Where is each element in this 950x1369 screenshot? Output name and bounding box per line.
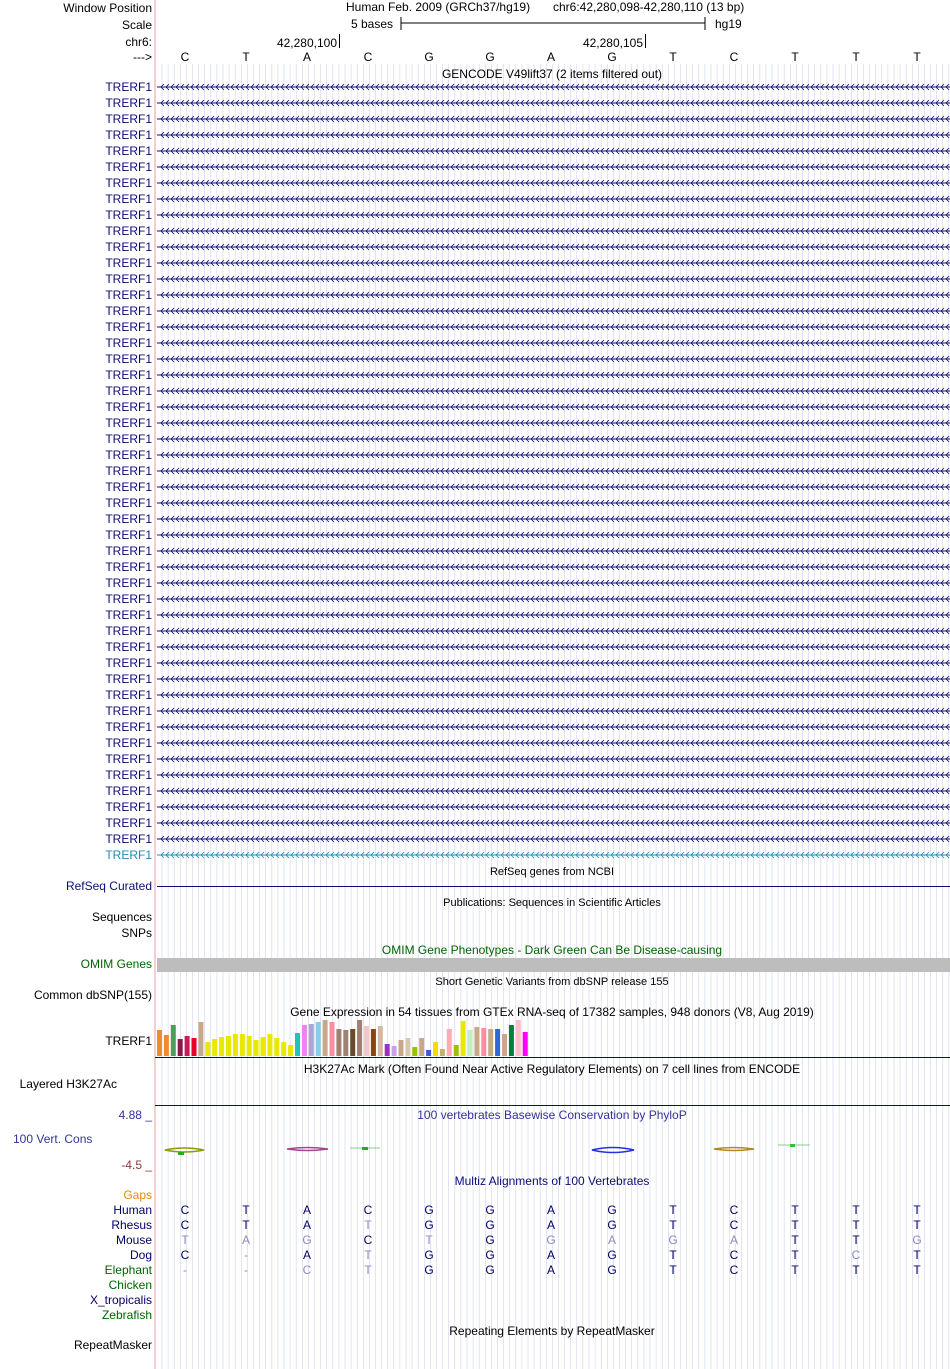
gencode-transcript-row[interactable] xyxy=(105,336,950,350)
multiz-base: G xyxy=(485,1218,495,1232)
multiz-base: G xyxy=(912,1233,922,1247)
gtex-tissue-bar[interactable] xyxy=(357,1020,362,1056)
gencode-gene-label[interactable]: TRERF1 xyxy=(105,256,152,270)
reference-base: T xyxy=(242,50,250,64)
gencode-gene-label[interactable]: TRERF1 xyxy=(105,592,152,606)
gtex-tissue-bar[interactable] xyxy=(502,1034,507,1056)
gtex-tissue-bar[interactable] xyxy=(399,1040,404,1056)
multiz-base: G xyxy=(424,1218,434,1232)
gtex-tissue-bar[interactable] xyxy=(226,1036,231,1056)
gencode-gene-label[interactable]: TRERF1 xyxy=(105,320,152,334)
gtex-tissue-bar[interactable] xyxy=(267,1034,272,1056)
multiz-base: C xyxy=(729,1248,739,1262)
gencode-gene-label[interactable]: TRERF1 xyxy=(105,560,152,574)
multiz-species-row[interactable] xyxy=(90,1293,152,1307)
multiz-species-label[interactable]: Zebrafish xyxy=(101,1308,152,1322)
gtex-tissue-bar[interactable] xyxy=(343,1030,348,1056)
multiz-species-label[interactable]: Elephant xyxy=(104,1263,152,1277)
gtex-tissue-bar[interactable] xyxy=(495,1029,500,1056)
gencode-gene-label[interactable]: TRERF1 xyxy=(105,688,152,702)
reference-base: A xyxy=(546,50,556,64)
reference-base: G xyxy=(424,50,434,64)
gencode-gene-label[interactable]: TRERF1 xyxy=(105,288,152,302)
gencode-transcript-row[interactable] xyxy=(105,768,950,782)
multiz-base: G xyxy=(485,1248,495,1262)
repeatmasker-track-title: Repeating Elements by RepeatMasker xyxy=(449,1324,655,1338)
gtex-tissue-bar[interactable] xyxy=(350,1029,355,1056)
gencode-gene-label[interactable]: TRERF1 xyxy=(105,192,152,206)
gtex-tissue-bar[interactable] xyxy=(302,1025,307,1056)
multiz-base: - xyxy=(244,1263,248,1277)
publications-label-sequences[interactable]: Sequences xyxy=(91,910,152,924)
ruler-tick-label-1: 42,280,100 xyxy=(276,36,337,50)
multiz-base: G xyxy=(546,1233,556,1247)
multiz-base: C xyxy=(302,1263,312,1277)
multiz-base: A xyxy=(546,1263,556,1277)
gencode-transcript-row[interactable] xyxy=(105,288,950,302)
gencode-transcript-row[interactable] xyxy=(105,208,950,222)
gencode-transcript-row[interactable] xyxy=(105,304,950,318)
db-text: hg19 xyxy=(715,17,742,31)
multiz-base: G xyxy=(485,1263,495,1277)
gencode-gene-label[interactable]: TRERF1 xyxy=(105,480,152,494)
multiz-base: G xyxy=(607,1263,617,1277)
multiz-base: T xyxy=(791,1203,799,1217)
gencode-gene-label[interactable]: TRERF1 xyxy=(105,336,152,350)
multiz-species-label[interactable]: X_tropicalis xyxy=(89,1293,152,1307)
omim-label[interactable]: OMIM Genes xyxy=(80,957,152,971)
gencode-transcript-row[interactable] xyxy=(105,720,950,734)
multiz-base: T xyxy=(852,1218,860,1232)
multiz-base: T xyxy=(425,1233,433,1247)
gtex-expression-bars[interactable] xyxy=(157,1020,528,1056)
position-text: chr6:42,280,098-42,280,110 (13 bp) xyxy=(553,0,745,14)
gtex-tissue-bar[interactable] xyxy=(419,1038,424,1056)
gtex-tissue-bar[interactable] xyxy=(309,1024,314,1056)
gencode-gene-label[interactable]: TRERF1 xyxy=(105,784,152,798)
reference-base: G xyxy=(485,50,495,64)
gencode-gene-label[interactable]: TRERF1 xyxy=(105,576,152,590)
gtex-tissue-bar[interactable] xyxy=(412,1047,417,1056)
gtex-tissue-bar[interactable] xyxy=(364,1026,369,1056)
multiz-species-label[interactable]: Chicken xyxy=(108,1278,152,1292)
gtex-tissue-bar[interactable] xyxy=(516,1020,521,1056)
multiz-species-row[interactable] xyxy=(113,1203,921,1217)
gencode-transcript-row[interactable] xyxy=(105,144,950,158)
gtex-tissue-bar[interactable] xyxy=(288,1045,293,1056)
gencode-transcript-row[interactable] xyxy=(105,112,950,126)
gtex-tissue-bar[interactable] xyxy=(488,1029,493,1056)
gtex-tissue-bar[interactable] xyxy=(405,1038,410,1056)
gtex-tissue-bar[interactable] xyxy=(336,1029,341,1056)
refseq-track-title: RefSeq genes from NCBI xyxy=(489,866,615,878)
gencode-gene-label[interactable]: TRERF1 xyxy=(105,448,152,462)
multiz-base: T xyxy=(242,1218,250,1232)
reference-base: T xyxy=(791,50,799,64)
gtex-tissue-bar[interactable] xyxy=(330,1022,335,1056)
multiz-base: T xyxy=(669,1263,677,1277)
gtex-tissue-bar[interactable] xyxy=(378,1026,383,1056)
gencode-gene-label[interactable]: TRERF1 xyxy=(105,752,152,766)
gencode-gene-label[interactable]: TRERF1 xyxy=(105,80,152,94)
gencode-transcript-row[interactable] xyxy=(105,256,950,270)
cons-glyph-a xyxy=(287,1148,328,1151)
multiz-base: T xyxy=(791,1248,799,1262)
gtex-tissue-bar[interactable] xyxy=(461,1021,466,1056)
multiz-base: A xyxy=(729,1233,739,1247)
multiz-base: A xyxy=(302,1218,312,1232)
gencode-transcript-row[interactable] xyxy=(105,672,950,686)
multiz-base: T xyxy=(852,1203,860,1217)
multiz-base: - xyxy=(244,1248,248,1262)
gtex-tissue-bar[interactable] xyxy=(198,1022,203,1056)
multiz-base: T xyxy=(364,1248,372,1262)
multiz-base: T xyxy=(181,1233,189,1247)
gencode-transcript-row[interactable] xyxy=(105,400,950,414)
gtex-track-title: Gene Expression in 54 tissues from GTEx RNA-seq of 17382 samples, 948 donors (V8, Aug 2019) xyxy=(290,1005,814,1019)
multiz-base: G xyxy=(424,1263,434,1277)
gtex-tissue-bar[interactable] xyxy=(316,1022,321,1056)
gencode-transcript-row[interactable] xyxy=(105,80,950,94)
gencode-transcript-row[interactable] xyxy=(105,560,950,574)
gencode-transcript-row[interactable] xyxy=(105,368,950,382)
gencode-transcript-row[interactable] xyxy=(105,640,950,654)
gtex-tissue-bar[interactable] xyxy=(523,1032,528,1056)
multiz-base: C xyxy=(729,1263,739,1277)
multiz-base: T xyxy=(791,1263,799,1277)
gencode-transcript-row[interactable] xyxy=(105,416,950,430)
gtex-tissue-bar[interactable] xyxy=(468,1030,473,1056)
reference-base: C xyxy=(363,50,373,64)
gencode-gene-label[interactable]: TRERF1 xyxy=(105,128,152,142)
gencode-transcript-row[interactable] xyxy=(105,576,950,590)
multiz-base: T xyxy=(669,1218,677,1232)
multiz-base: G xyxy=(607,1248,617,1262)
scale-label: Scale xyxy=(121,18,152,32)
multiz-species-label[interactable]: Rhesus xyxy=(111,1218,152,1232)
multiz-base: T xyxy=(852,1263,860,1277)
multiz-base: - xyxy=(183,1263,187,1277)
gtex-tissue-bar[interactable] xyxy=(454,1045,459,1056)
multiz-base: T xyxy=(242,1203,250,1217)
multiz-gaps-label[interactable]: Gaps xyxy=(123,1188,152,1202)
gencode-gene-label[interactable]: TRERF1 xyxy=(105,816,152,830)
multiz-base: G xyxy=(302,1233,312,1247)
multiz-base: T xyxy=(364,1263,372,1277)
multiz-base: T xyxy=(913,1263,921,1277)
gtex-tissue-bar[interactable] xyxy=(254,1040,259,1056)
gtex-tissue-bar[interactable] xyxy=(440,1049,445,1056)
gencode-gene-label[interactable]: TRERF1 xyxy=(105,800,152,814)
multiz-base: G xyxy=(424,1203,434,1217)
gencode-gene-label[interactable]: TRERF1 xyxy=(105,832,152,846)
gencode-gene-label[interactable]: TRERF1 xyxy=(105,432,152,446)
gtex-tissue-bar[interactable] xyxy=(426,1050,431,1056)
multiz-base: G xyxy=(424,1248,434,1262)
gencode-gene-label[interactable]: TRERF1 xyxy=(105,736,152,750)
multiz-base: A xyxy=(546,1218,556,1232)
gencode-gene-label[interactable]: TRERF1 xyxy=(105,512,152,526)
publications-label-snps[interactable]: SNPs xyxy=(121,926,152,940)
cons-mark-c xyxy=(178,1152,184,1155)
gtex-tissue-bar[interactable] xyxy=(447,1029,452,1056)
conservation-min-label: -4.5 _ xyxy=(121,1158,152,1172)
gencode-transcript-row[interactable] xyxy=(105,176,950,190)
multiz-species-row[interactable] xyxy=(116,1233,922,1247)
gencode-transcript-row[interactable] xyxy=(105,464,950,478)
omim-track-title: OMIM Gene Phenotypes - Dark Green Can Be Disease-causing xyxy=(381,943,723,957)
reference-bases xyxy=(181,50,922,64)
gencode-transcript-row[interactable] xyxy=(105,752,950,766)
gencode-gene-label[interactable]: TRERF1 xyxy=(105,496,152,510)
multiz-alignment[interactable] xyxy=(90,1203,922,1322)
gencode-gene-label[interactable]: TRERF1 xyxy=(105,272,152,286)
gtex-tissue-bar[interactable] xyxy=(240,1034,245,1056)
multiz-base: A xyxy=(302,1248,312,1262)
gencode-gene-label[interactable]: TRERF1 xyxy=(105,240,152,254)
gencode-transcript-row[interactable] xyxy=(105,432,950,446)
gencode-gene-label[interactable]: TRERF1 xyxy=(105,416,152,430)
multiz-species-row[interactable] xyxy=(102,1308,152,1322)
gencode-gene-label[interactable]: TRERF1 xyxy=(105,400,152,414)
multiz-base: T xyxy=(669,1248,677,1262)
gencode-gene-label[interactable]: TRERF1 xyxy=(105,624,152,638)
multiz-base: G xyxy=(607,1218,617,1232)
gtex-tissue-bar[interactable] xyxy=(247,1036,252,1056)
gencode-transcript-row[interactable] xyxy=(105,800,950,814)
chrom-label: chr6: xyxy=(125,35,152,49)
gencode-transcript-row[interactable] xyxy=(105,240,950,254)
conservation-track-title: 100 vertebrates Basewise Conservation by PhyloP xyxy=(417,1108,687,1122)
refseq-label[interactable]: RefSeq Curated xyxy=(65,879,152,893)
gtex-tissue-bar[interactable] xyxy=(205,1042,210,1056)
gtex-tissue-bar[interactable] xyxy=(385,1044,390,1056)
gencode-track[interactable] xyxy=(105,80,950,862)
reference-base: T xyxy=(852,50,860,64)
reference-base: C xyxy=(729,50,739,64)
multiz-base: G xyxy=(485,1233,495,1247)
gencode-transcript-row[interactable] xyxy=(105,704,950,718)
gencode-gene-label[interactable]: TRERF1 xyxy=(105,544,152,558)
gencode-transcript-row[interactable] xyxy=(105,608,950,622)
multiz-base: T xyxy=(791,1218,799,1232)
gencode-gene-label[interactable]: TRERF1 xyxy=(105,304,152,318)
reference-base: T xyxy=(913,50,921,64)
gtex-tissue-bar[interactable] xyxy=(261,1037,266,1056)
gencode-gene-label[interactable]: TRERF1 xyxy=(105,224,152,238)
gencode-transcript-row[interactable] xyxy=(105,496,950,510)
reference-base: G xyxy=(607,50,617,64)
multiz-base: C xyxy=(363,1233,373,1247)
multiz-species-label[interactable]: Mouse xyxy=(115,1233,152,1247)
multiz-base: C xyxy=(729,1203,739,1217)
h3k27ac-track-title: H3K27Ac Mark (Often Found Near Active Regulatory Elements) on 7 cell lines from ENCODE xyxy=(303,1062,801,1076)
multiz-track-title: Multiz Alignments of 100 Vertebrates xyxy=(454,1174,650,1188)
gencode-gene-label[interactable]: TRERF1 xyxy=(105,672,152,686)
gencode-gene-label[interactable]: TRERF1 xyxy=(105,176,152,190)
multiz-base: C xyxy=(729,1218,739,1232)
reference-base: T xyxy=(669,50,677,64)
gencode-transcript-row[interactable] xyxy=(105,544,950,558)
gencode-gene-label[interactable]: TRERF1 xyxy=(105,720,152,734)
multiz-base: C xyxy=(363,1203,373,1217)
gtex-tissue-bar[interactable] xyxy=(178,1039,183,1056)
gencode-transcript-row[interactable] xyxy=(105,224,950,238)
assembly-text: Human Feb. 2009 (GRCh37/hg19) xyxy=(346,0,531,14)
gtex-tissue-bar[interactable] xyxy=(481,1028,486,1056)
multiz-base: T xyxy=(669,1203,677,1217)
gtex-tissue-bar[interactable] xyxy=(295,1033,300,1056)
gencode-gene-label[interactable]: TRERF1 xyxy=(105,464,152,478)
gtex-tissue-bar[interactable] xyxy=(281,1042,286,1056)
multiz-base: C xyxy=(851,1248,861,1262)
multiz-base: G xyxy=(668,1233,678,1247)
omim-gene-bar[interactable] xyxy=(157,958,950,972)
dbsnp-label[interactable]: Common dbSNP(155) xyxy=(33,988,152,1002)
ruler-section[interactable] xyxy=(63,0,921,64)
gencode-transcript-row[interactable] xyxy=(105,352,950,366)
window-position-label: Window Position xyxy=(63,1,152,15)
cons-glyph-c xyxy=(165,1148,204,1152)
gencode-gene-label[interactable]: TRERF1 xyxy=(105,368,152,382)
gencode-gene-label[interactable]: TRERF1 xyxy=(105,640,152,654)
gencode-transcript-row[interactable] xyxy=(105,784,950,798)
ruler-tick-label-2: 42,280,105 xyxy=(582,36,643,50)
gtex-tissue-bar[interactable] xyxy=(433,1042,438,1056)
gencode-gene-label[interactable]: TRERF1 xyxy=(105,608,152,622)
gencode-gene-label[interactable]: TRERF1 xyxy=(105,768,152,782)
gencode-gene-label[interactable]: TRERF1 xyxy=(105,208,152,222)
gencode-transcript-row[interactable] xyxy=(105,512,950,526)
gtex-label[interactable]: TRERF1 xyxy=(105,1034,152,1048)
gencode-transcript-row[interactable] xyxy=(105,192,950,206)
publications-track-title: Publications: Sequences in Scientific Articles xyxy=(443,897,661,909)
gencode-transcript-row[interactable] xyxy=(105,816,950,830)
multiz-base: C xyxy=(180,1203,190,1217)
gencode-gene-label[interactable]: TRERF1 xyxy=(105,160,152,174)
conservation-signal[interactable] xyxy=(165,1144,810,1155)
multiz-species-label[interactable]: Human xyxy=(113,1203,152,1217)
gencode-transcript-row[interactable] xyxy=(105,624,950,638)
gtex-tissue-bar[interactable] xyxy=(371,1029,376,1056)
conservation-label[interactable]: 100 Vert. Cons xyxy=(13,1132,93,1146)
gtex-tissue-bar[interactable] xyxy=(157,1030,162,1056)
multiz-base: T xyxy=(852,1233,860,1247)
multiz-base: C xyxy=(180,1218,190,1232)
gtex-tissue-bar[interactable] xyxy=(171,1025,176,1056)
gencode-transcript-row[interactable] xyxy=(105,592,950,606)
gencode-transcript-row[interactable] xyxy=(105,320,950,334)
gencode-gene-label[interactable]: TRERF1 xyxy=(105,384,152,398)
gtex-tissue-bar[interactable] xyxy=(192,1038,197,1056)
multiz-species-row[interactable] xyxy=(105,1263,922,1277)
gencode-gene-label[interactable]: TRERF1 xyxy=(105,112,152,126)
multiz-base: A xyxy=(546,1248,556,1262)
cons-glyph-g xyxy=(592,1148,634,1153)
multiz-base: G xyxy=(607,1203,617,1217)
multiz-base: G xyxy=(485,1203,495,1217)
multiz-species-row[interactable] xyxy=(109,1278,152,1292)
multiz-base: A xyxy=(546,1203,556,1217)
scale-text: 5 bases xyxy=(351,17,394,31)
gencode-transcript-row[interactable] xyxy=(105,832,950,846)
multiz-base: T xyxy=(913,1218,921,1232)
gencode-transcript-row[interactable] xyxy=(105,384,950,398)
gtex-tissue-bar[interactable] xyxy=(185,1036,190,1056)
strand-label: ---> xyxy=(133,50,152,64)
gtex-tissue-bar[interactable] xyxy=(392,1046,397,1056)
gencode-gene-label[interactable]: TRERF1 xyxy=(105,352,152,366)
gencode-transcript-row[interactable] xyxy=(105,480,950,494)
cons-mark-t xyxy=(790,1144,795,1147)
cons-glyph-c3 xyxy=(714,1148,754,1151)
gencode-gene-label[interactable]: TRERF1 xyxy=(105,144,152,158)
gtex-tissue-bar[interactable] xyxy=(164,1035,169,1056)
gencode-transcript-row[interactable] xyxy=(105,688,950,702)
gtex-tissue-bar[interactable] xyxy=(212,1039,217,1056)
multiz-species-label[interactable]: Dog xyxy=(129,1248,152,1262)
reference-base: C xyxy=(180,50,190,64)
gencode-transcript-row[interactable] xyxy=(105,160,950,174)
gencode-transcript-row[interactable] xyxy=(105,736,950,750)
reference-base: A xyxy=(302,50,312,64)
gtex-tissue-bar[interactable] xyxy=(323,1020,328,1056)
gencode-transcript-row[interactable] xyxy=(105,96,950,110)
gencode-transcript-row[interactable] xyxy=(105,128,950,142)
gencode-track-title: GENCODE V49lift37 (2 items filtered out) xyxy=(441,67,663,81)
gencode-transcript-row[interactable] xyxy=(105,656,950,670)
gtex-tissue-bar[interactable] xyxy=(219,1037,224,1056)
multiz-base: A xyxy=(607,1233,617,1247)
gtex-tissue-bar[interactable] xyxy=(274,1038,279,1056)
multiz-base: A xyxy=(241,1233,251,1247)
gencode-gene-label[interactable]: TRERF1 xyxy=(105,656,152,670)
conservation-max-label: 4.88 _ xyxy=(118,1108,152,1122)
gtex-tissue-bar[interactable] xyxy=(233,1034,238,1056)
repeatmasker-label[interactable]: RepeatMasker xyxy=(73,1338,152,1352)
h3k27ac-label[interactable]: Layered H3K27Ac xyxy=(19,1077,117,1091)
gencode-gene-label[interactable]: TRERF1 xyxy=(105,848,152,862)
gtex-tissue-bar[interactable] xyxy=(474,1027,479,1056)
multiz-base: A xyxy=(302,1203,312,1217)
gencode-gene-label[interactable]: TRERF1 xyxy=(105,528,152,542)
gencode-transcript-row[interactable] xyxy=(105,528,950,542)
gencode-gene-label[interactable]: TRERF1 xyxy=(105,96,152,110)
gencode-transcript-row[interactable] xyxy=(105,848,950,862)
gencode-gene-label[interactable]: TRERF1 xyxy=(105,704,152,718)
gtex-tissue-bar[interactable] xyxy=(509,1025,514,1056)
gencode-transcript-row[interactable] xyxy=(105,272,950,286)
multiz-base: T xyxy=(791,1233,799,1247)
cons-mark-c2 xyxy=(362,1147,368,1150)
multiz-base: T xyxy=(913,1203,921,1217)
gencode-transcript-row[interactable] xyxy=(105,448,950,462)
multiz-base: C xyxy=(180,1248,190,1262)
multiz-species-row[interactable] xyxy=(111,1218,921,1232)
multiz-base: T xyxy=(913,1248,921,1262)
multiz-base: T xyxy=(364,1218,372,1232)
dbsnp-track-title: Short Genetic Variants from dbSNP release 155 xyxy=(435,976,669,988)
